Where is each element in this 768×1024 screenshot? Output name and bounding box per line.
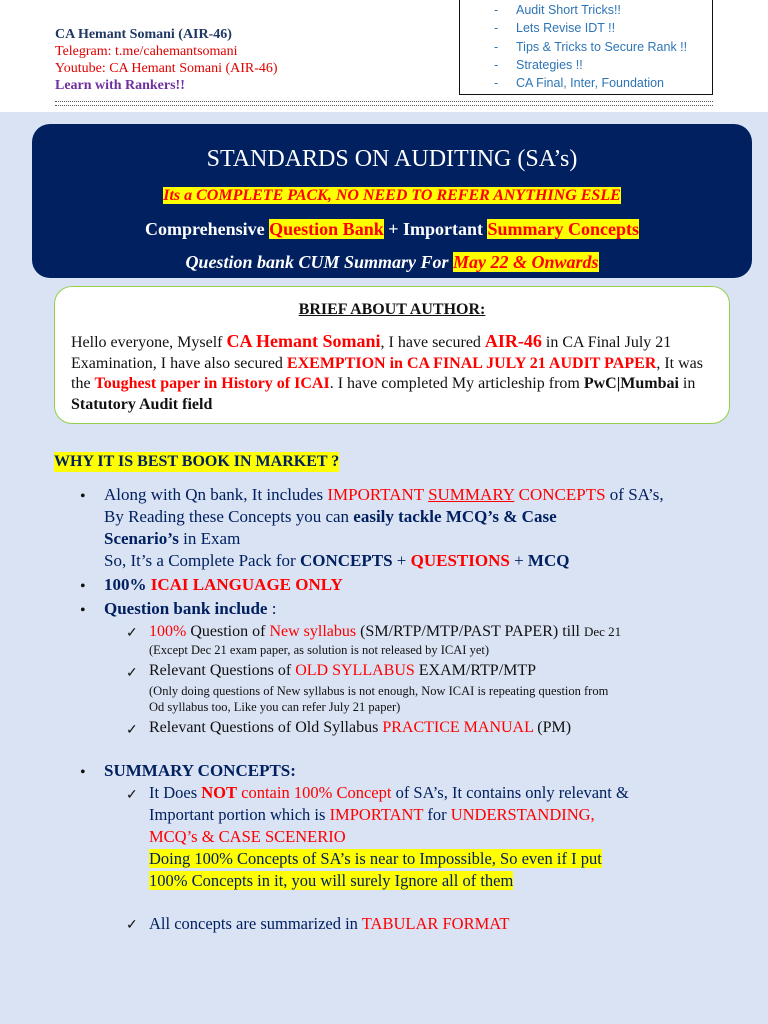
youtube-link[interactable]: Youtube: CA Hemant Somani (AIR-46) [55,61,278,76]
banner-subtitle: Comprehensive Question Bank + Important Summary Concepts [145,219,639,239]
list-item: 100% ICAI LANGUAGE ONLY [104,575,343,594]
list-item: It Does NOT contain 100% Concept of SA’s, It contains only relevant & Important portion which is IMPORTANT for UNDERSTANDING, MCQ’s & CASE SCENERIO Doing 100% Concepts of SA’s is near to Impossible, So even if I put 100% Concepts in it, you will surely Ignore all of them [149,783,629,890]
author-name: CA Hemant Somani (AIR-46) [55,27,232,42]
bullet-icon: • [80,488,86,505]
about-text: Hello everyone, Myself CA Hemant Somani, I have secured AIR-46 in CA Final July 21 Examination, I have also secured EXEMPTION in CA FINAL JULY 21 AUDIT PAPER, It was the Toughest paper in History of ICAI. I have completed My articleship from PwC|Mumbai in Statutory Audit field [71,331,703,413]
page-header [0,0,768,108]
why-heading: WHY IT IS BEST BOOK IN MARKET ? [54,453,340,470]
note: (Except Dec 21 exam paper, as solution is not released by ICAI yet) [149,643,490,657]
telegram-link[interactable]: Telegram: t.me/cahemantsomani [55,44,238,59]
about-author-box [54,286,730,424]
about-heading: BRIEF ABOUT AUTHOR: [298,301,486,318]
list-item: Along with Qn bank, It includes IMPORTANT SUMMARY CONCEPTS of SA’s, By Reading these Concepts you can easily tackle MCQ’s & Case Scenario’s in Exam So, It’s a Complete Pack for CONCEPTS + QUESTIONS + MCQ [104,485,664,570]
page-title: STANDARDS ON AUDITING (SA’s) [206,146,578,172]
divider [55,105,713,106]
check-icon: ✓ [126,723,138,738]
tricks-item: - Tips & Tricks to Secure Rank !! [494,39,688,54]
banner-tagline: Its a COMPLETE PACK, NO NEED TO REFER ANYTHING ESLE [163,187,621,204]
list-item: Relevant Questions of Old Syllabus PRACTICE MANUAL (PM) [149,719,572,736]
list-item: Relevant Questions of OLD SYLLABUS EXAM/RTP/MTP [149,662,537,679]
list-item: All concepts are summarized in TABULAR FORMAT [149,914,510,933]
list-item: 100% Question of New syllabus (SM/RTP/MTP/PAST PAPER) till Dec 21 [149,623,622,640]
title-banner [32,124,752,278]
tricks-item: - Lets Revise IDT !! [494,21,616,36]
check-icon: ✓ [126,788,138,803]
check-icon: ✓ [126,626,138,641]
note: (Only doing questions of New syllabus is not enough, Now ICAI is repeating question from Od syllabus too, Like you can refer July 21 paper) [149,684,609,714]
tricks-item: - Audit Short Tricks!! [494,3,621,17]
banner-edition: Question bank CUM Summary For May 22 & Onwards [185,252,599,272]
tricks-box [459,0,713,95]
check-icon: ✓ [126,666,138,681]
bullet-icon: • [80,578,86,595]
list-item: Question bank include : [104,599,277,618]
tricks-item: - CA Final, Inter, Foundation [494,76,665,91]
tricks-item: - Strategies !! [494,57,583,72]
check-icon: ✓ [126,918,138,933]
bullet-icon: • [80,764,86,781]
learn-tagline: Learn with Rankers!! [55,78,185,93]
author-contact [55,26,278,94]
divider [55,101,713,102]
bullet-icon: • [80,602,86,619]
list-item: SUMMARY CONCEPTS: [104,761,296,780]
